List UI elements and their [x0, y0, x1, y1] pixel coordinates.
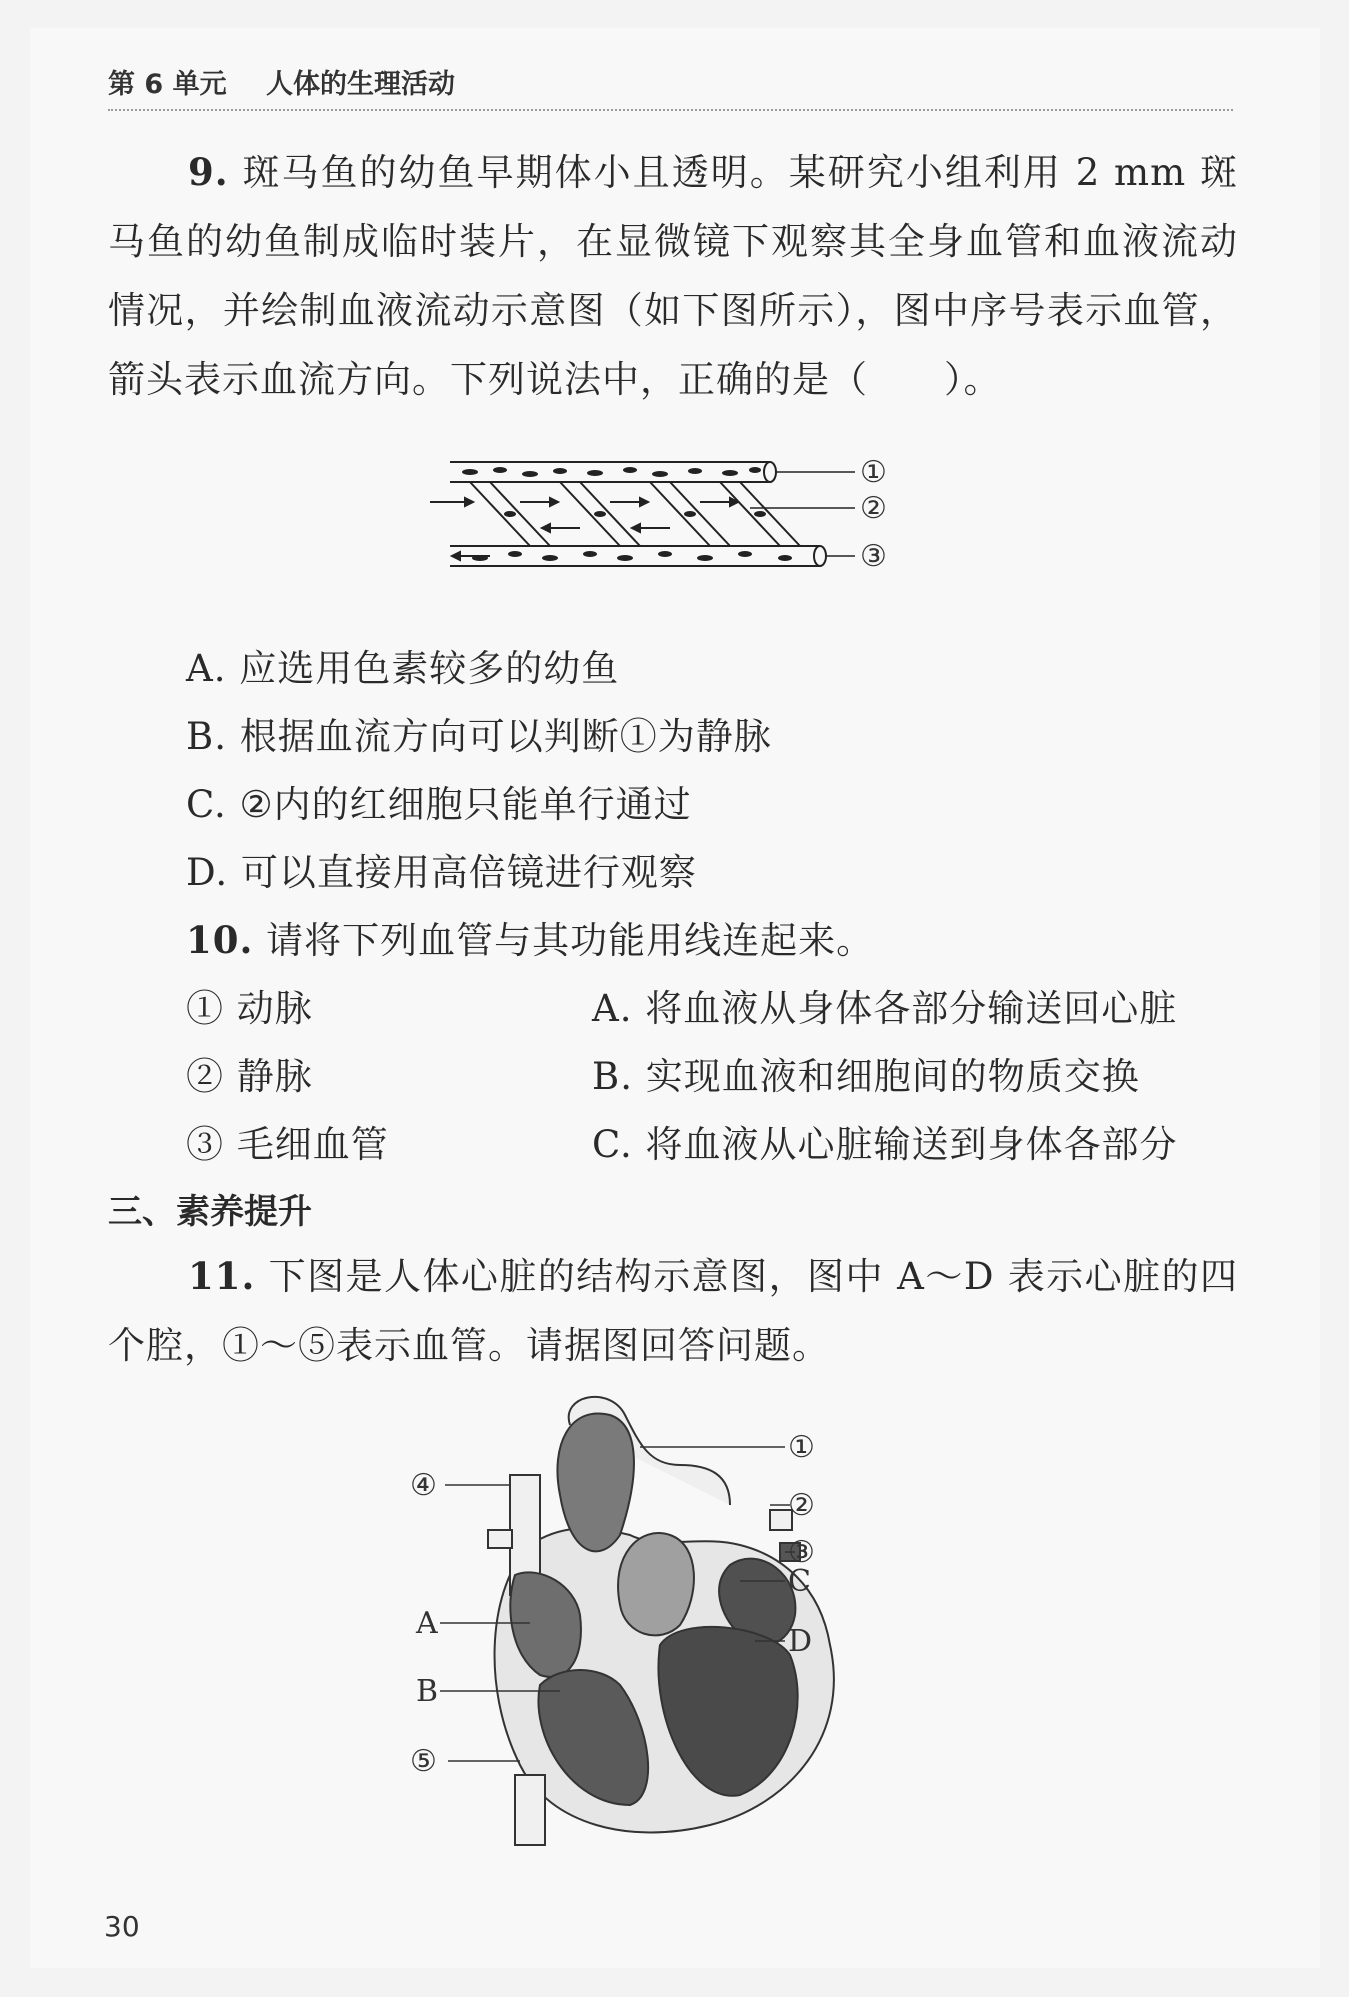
q10-left-3: ③ 毛细血管	[186, 1123, 389, 1166]
heart-label-vessel-1: ①	[788, 1430, 815, 1465]
q10-right-b: B. 实现血液和细胞间的物质交换	[592, 1055, 1140, 1098]
figure-label-2: ②	[860, 491, 887, 526]
heart-label-vessel-3: ③	[788, 1535, 815, 1570]
figure-label-3: ③	[860, 539, 887, 574]
q9-option-c: C. ②内的红细胞只能单行通过	[186, 783, 692, 826]
question-11	[108, 1242, 1238, 1380]
heart-diagram	[410, 1385, 930, 1855]
q10-right-a: A. 将血液从身体各部分输送回心脏	[592, 987, 1178, 1030]
question-11-text: 下图是人体心脏的结构示意图，图中 A～D 表示心脏的四个腔，①～⑤表示血管。请据图回答问题。	[108, 1255, 1238, 1367]
question-10	[186, 910, 874, 964]
figure-label-1: ①	[860, 455, 887, 490]
heart-label-d: D	[788, 1624, 813, 1659]
question-9-text: 斑马鱼的幼鱼早期体小且透明。某研究小组利用 2 mm 斑马鱼的幼鱼制成临时装片，在显微镜下观察其全身血管和血液流动情况，并绘制血液流动示意图（如下图所示），图中序号表示血管，箭头表示血流方向。下列说法中，正确的是（ ）。	[108, 151, 1239, 401]
heart-label-a: A	[416, 1606, 438, 1641]
header-title: 人体的生理活动	[266, 69, 455, 100]
section-heading: 三、素养提升	[108, 1192, 312, 1232]
question-10-text: 请将下列血管与其功能用线连起来。	[266, 919, 875, 962]
heart-label-vessel-2: ②	[788, 1488, 815, 1523]
page-header	[108, 62, 1233, 111]
question-10-number: 10.	[186, 918, 254, 962]
q10-right-c: C. 将血液从心脏输送到身体各部分	[592, 1123, 1178, 1166]
page-number: 30	[104, 1910, 140, 1943]
question-11-number: 11.	[188, 1254, 256, 1298]
q9-option-b: B. 根据血流方向可以判断①为静脉	[186, 715, 772, 758]
heart-label-vessel-5: ⑤	[410, 1744, 437, 1779]
heart-label-b: B	[416, 1674, 439, 1709]
q10-left-1: ① 动脉	[186, 987, 313, 1030]
heart-label-c: C	[788, 1564, 811, 1599]
q9-option-d: D. 可以直接用高倍镜进行观察	[186, 851, 697, 894]
question-9-number: 9.	[188, 150, 229, 194]
question-9	[108, 138, 1238, 414]
q10-left-2: ② 静脉	[186, 1055, 313, 1098]
q9-option-a: A. 应选用色素较多的幼鱼	[186, 647, 620, 690]
blood-flow-figure	[430, 448, 910, 578]
header-unit: 第 6 单元	[108, 69, 227, 100]
heart-label-vessel-4: ④	[410, 1468, 437, 1503]
